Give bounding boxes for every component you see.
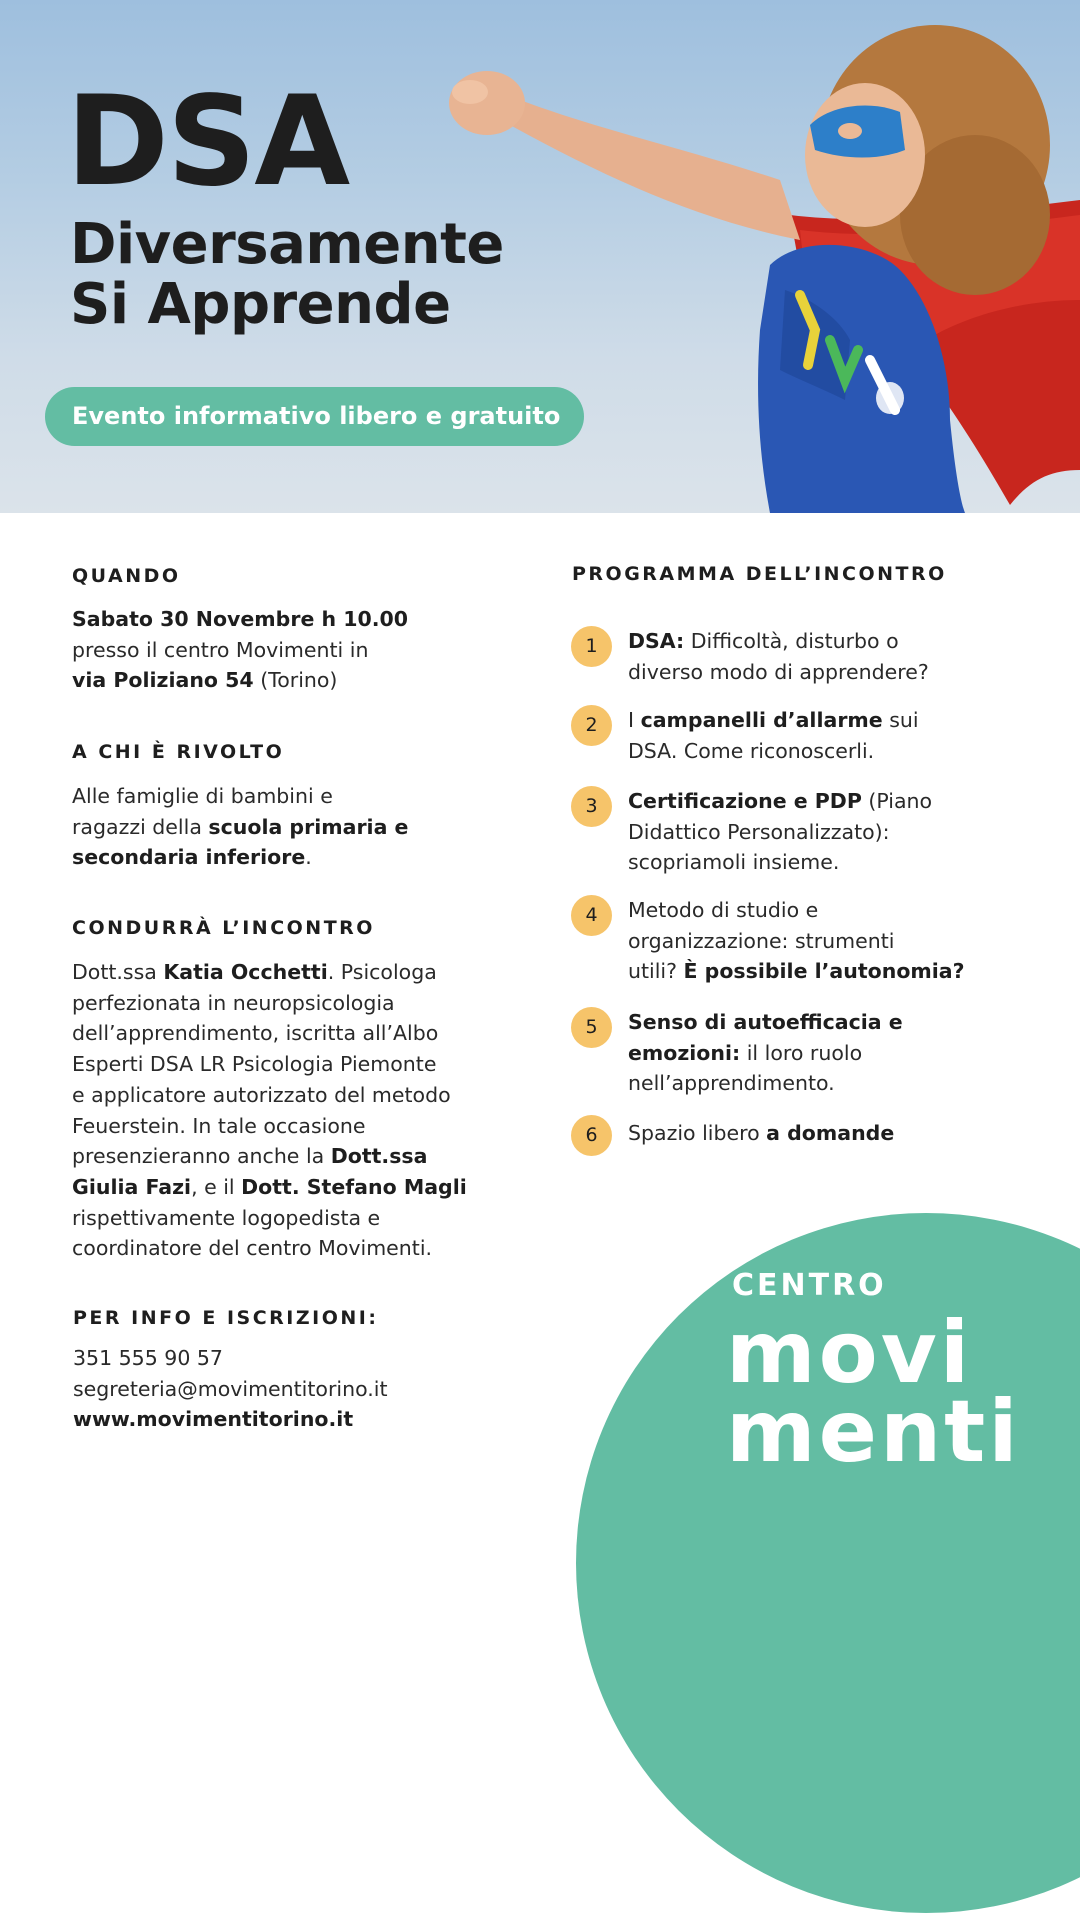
- host-bio: [72, 957, 467, 1264]
- host-heading: CONDURRÀ L’INCONTRO: [72, 917, 375, 939]
- website-link[interactable]: www.movimentitorino.it: [73, 1407, 354, 1432]
- email-link[interactable]: segreteria@movimentitorino.it: [73, 1376, 388, 1401]
- program-text: Difficoltà, disturbo o: [684, 629, 899, 653]
- program-emphasis: Certificazione e PDP: [628, 789, 862, 813]
- free-event-badge: Evento informativo libero e gratuito: [45, 387, 584, 446]
- program-emphasis: DSA:: [628, 629, 685, 653]
- program-item: [628, 626, 929, 687]
- program-text: (Piano: [861, 789, 933, 813]
- program-text: Spazio libero: [628, 1121, 767, 1145]
- event-city: (Torino): [253, 668, 338, 693]
- program-text: sui: [882, 708, 919, 732]
- event-date: Sabato 30 Novembre h 10.00: [72, 607, 409, 631]
- when-details: [72, 604, 408, 696]
- host-name: Katia Occhetti: [163, 960, 328, 984]
- host-text: rispettivamente logopedista e: [72, 1205, 381, 1230]
- host-text: perfezionata in neuropsicologia: [72, 990, 395, 1015]
- program-number: 4: [571, 895, 612, 936]
- hero-banner: [0, 0, 1080, 513]
- program-emphasis: a domande: [766, 1121, 895, 1145]
- program-heading: PROGRAMMA DELL’INCONTRO: [572, 563, 947, 585]
- host-text: Feuerstein. In tale occasione: [72, 1113, 366, 1138]
- program-emphasis: emozioni:: [628, 1040, 741, 1065]
- audience-text: [72, 781, 408, 873]
- program-emphasis: campanelli d’allarme: [640, 708, 883, 732]
- program-emphasis: È possibile l’autonomia?: [683, 959, 965, 983]
- host-text: e applicatore autorizzato del metodo: [72, 1082, 451, 1107]
- host-text: , e il: [191, 1174, 242, 1199]
- subtitle-line: Si Apprende: [70, 272, 451, 337]
- program-item: [628, 1118, 894, 1149]
- host-text: dell’apprendimento, iscritta all’Albo: [72, 1021, 439, 1046]
- subtitle-line: Diversamente: [70, 212, 504, 277]
- audience-line: ragazzi della: [72, 814, 209, 839]
- program-text: I: [628, 708, 641, 732]
- audience-heading: A CHI È RIVOLTO: [72, 741, 285, 763]
- program-text: il loro ruolo: [740, 1040, 863, 1065]
- program-text: Didattico Personalizzato):: [628, 819, 890, 844]
- program-number: 2: [571, 705, 612, 746]
- event-subtitle: [70, 212, 504, 337]
- program-text: Metodo di studio e: [628, 898, 819, 922]
- co-host-name: Dott. Stefano Magli: [241, 1174, 467, 1199]
- audience-punct: .: [305, 845, 312, 870]
- program-text: organizzazione: strumenti: [628, 928, 895, 953]
- event-title: DSA: [66, 70, 349, 214]
- program-item: [628, 705, 919, 766]
- program-item: [628, 895, 965, 987]
- program-text: diverso modo di apprendere?: [628, 659, 929, 684]
- program-number: 5: [571, 1007, 612, 1048]
- logo-word-menti: menti: [726, 1382, 1021, 1482]
- contact-heading: PER INFO E ISCRIZIONI:: [73, 1307, 379, 1329]
- program-item: [628, 1007, 903, 1099]
- audience-emphasis: scuola primaria e: [208, 814, 409, 839]
- program-text: utili?: [628, 959, 684, 983]
- host-text: Dott.ssa: [72, 960, 164, 984]
- host-text: presenzieranno anche la: [72, 1144, 331, 1169]
- host-text: . Psicologa: [327, 960, 437, 984]
- event-address: via Poliziano 54: [72, 668, 254, 693]
- audience-emphasis: secondaria inferiore: [72, 845, 306, 870]
- host-text: Esperti DSA LR Psicologia Piemonte: [72, 1052, 437, 1077]
- co-host-name: Dott.ssa: [330, 1144, 428, 1169]
- program-number: 3: [571, 786, 612, 827]
- phone-link[interactable]: 351 555 90 57: [73, 1346, 223, 1370]
- host-text: coordinatore del centro Movimenti.: [72, 1236, 433, 1261]
- audience-line: Alle famiglie di bambini e: [72, 784, 333, 808]
- logo-word-movi: movi: [726, 1303, 973, 1403]
- program-text: scopriamoli insieme.: [628, 850, 840, 874]
- program-item: [628, 786, 932, 878]
- co-host-name: Giulia Fazi: [72, 1174, 192, 1199]
- program-number: 6: [571, 1115, 612, 1156]
- when-heading: QUANDO: [72, 565, 181, 587]
- contact-details: [73, 1343, 388, 1435]
- program-emphasis: Senso di autoefficacia e: [628, 1010, 903, 1034]
- program-number: 1: [571, 626, 612, 667]
- program-text: nell’apprendimento.: [628, 1071, 835, 1095]
- logo-centro-text: CENTRO: [732, 1268, 887, 1303]
- event-place: presso il centro Movimenti in: [72, 637, 369, 662]
- program-text: DSA. Come riconoscerli.: [628, 738, 875, 763]
